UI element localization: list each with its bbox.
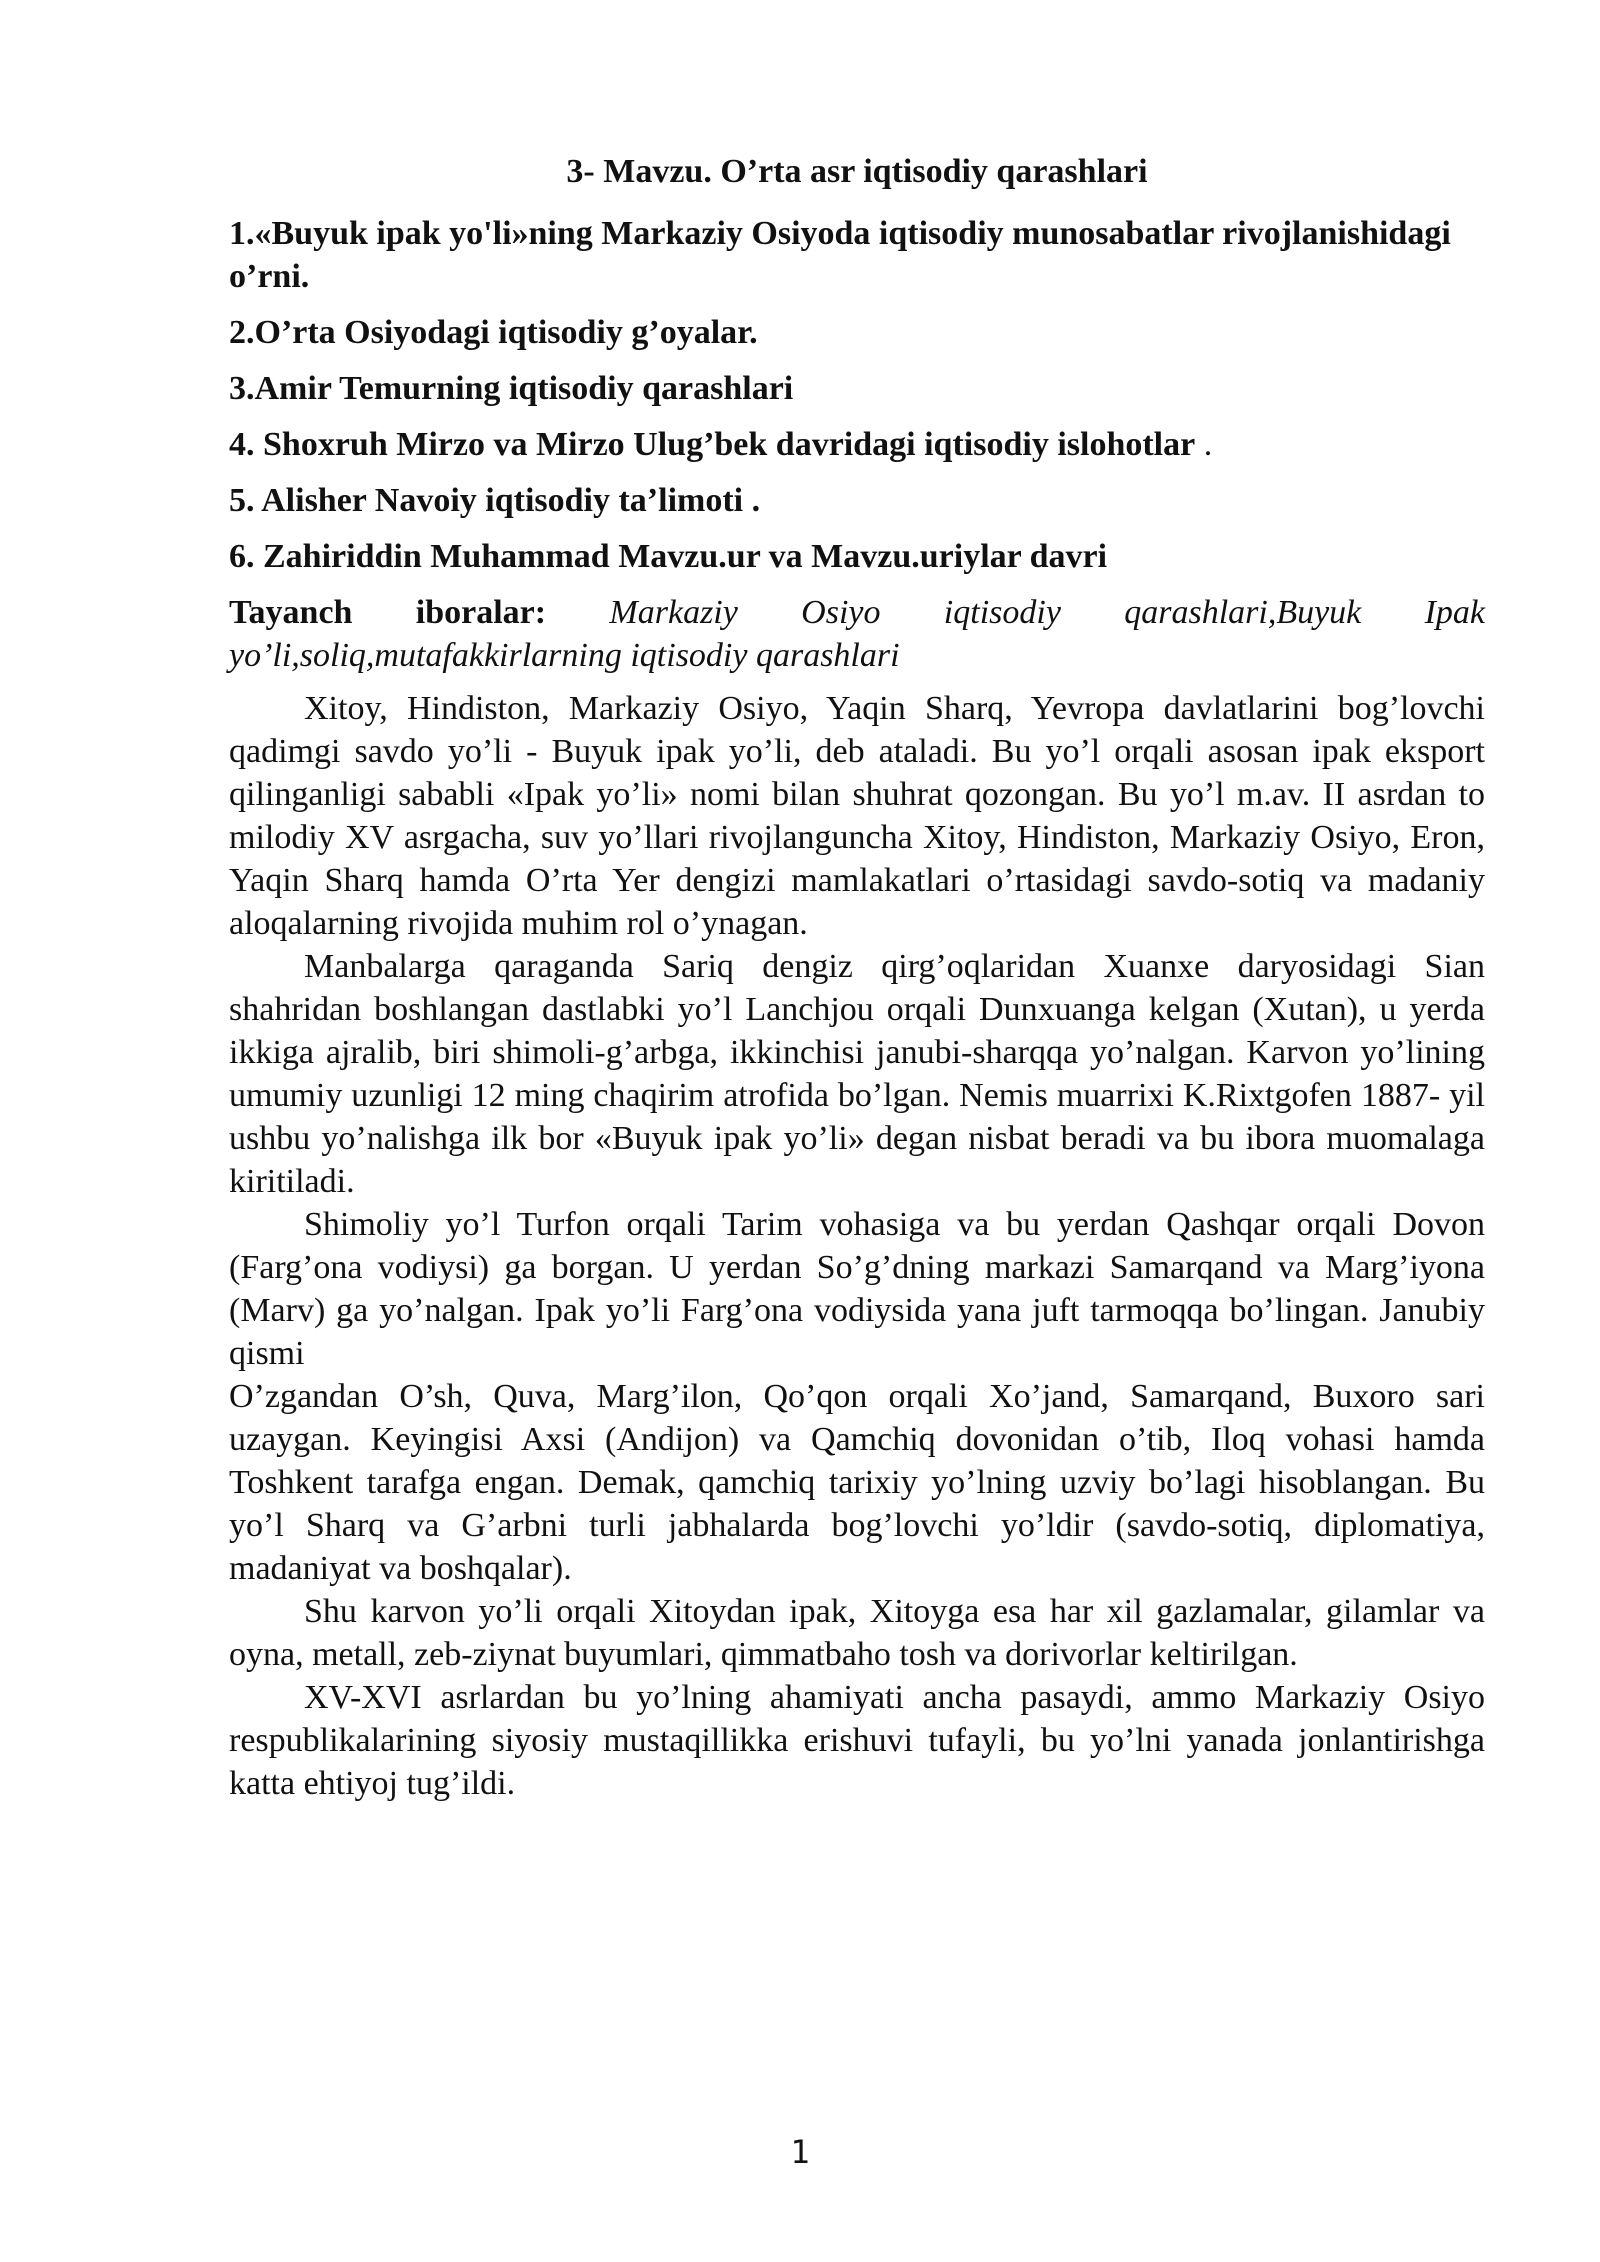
paragraph: Shimoliy yo’l Turfon orqali Tarim vohasiga va bu yerdan Qashqar orqali Dovon (Farg’ona vodiysi) ga borgan. U yerdan So’g’dning markazi Samarqand va Marg’iyona (Marv) ga yo’nalgan. Ipak yo’li Farg’ona vodiysida yana juft tarmoqqa bo’lingan. Janubiy qismi [229, 1206, 1485, 1372]
outline-item-1 [229, 212, 1485, 298]
outline-item-text: 3.Amir Temurning iqtisodiy qarashlari [229, 370, 794, 407]
body-text [229, 687, 1485, 1805]
page-number: 1 [790, 2133, 810, 2171]
outline-item-text: 4. Shoxruh Mirzo va Mirzo Ulug’bek davridagi iqtisodiy islohotlar [229, 426, 1196, 463]
paragraph: O’zgandan O’sh, Quva, Marg’ilon, Qo’qon orqali Xo’jand, Samarqand, Buxoro sari uzaygan. Keyingisi Axsi (Andijon) va Qamchiq dovonidan o’tib, Iloq vohasi hamda Toshkent tarafga engan. Demak, qamchiq tarixiy yo’lning uzviy bo’lagi hisoblangan. Bu yo’l Sharq va G’arbni turli jabhalarda bog’lovchi yo’ldir (savdo-sotiq, diplomatiya, madaniyat va boshqalar). [229, 1378, 1485, 1587]
keywords-text: Markaziy Osiyo iqtisodiy qarashlari,Buyuk Ipak yo’li,soliq,mutafakkirlarning iqtisodiy qarashlari [229, 594, 1485, 674]
outline-item-text: 5. Alisher Navoiy iqtisodiy ta’limoti . [229, 482, 761, 519]
outline-item-3 [229, 367, 1485, 410]
outline-item-5 [229, 479, 1485, 522]
outline-item-6 [229, 535, 1485, 578]
outline-item-trailing-mark: . [1195, 426, 1213, 463]
outline-item-text: 1.«Buyuk ipak yo'li»ning Markaziy Osiyoda iqtisodiy munosabatlar rivojlanishidagi o’rni. [229, 215, 1451, 295]
outline-item-text: 2.O’rta Osiyodagi iqtisodiy g’oyalar. [229, 314, 758, 351]
paragraph: Shu karvon yo’li orqali Xitoydan ipak, Xitoyga esa har xil gazlamalar, gilamlar va oyna, metall, zeb-ziynat buyumlari, qimmatbaho tosh va dorivorlar keltirilgan. [229, 1593, 1485, 1673]
paragraph: Manbalarga qaraganda Sariq dengiz qirg’oqlaridan Xuanxe daryosidagi Sian shahridan boshlangan dastlabki yo’l Lanchjou orqali Dunxuanga kelgan (Xutan), u yerda ikkiga ajralib, biri shimoli-g’arbga, ikkinchisi janubi-sharqqa yo’nalgan. Karvon yo’lining umumiy uzunligi 12 ming chaqirim atrofida bo’lgan. Nemis muarrixi K.Rixtgofen 1887- yil ushbu yo’nalishga ilk bor «Buyuk ipak yo’li» degan nisbat beradi va bu ibora muomalaga kiritiladi. [229, 948, 1485, 1200]
page-title: 3- Mavzu. O’rta asr iqtisodiy qarashlari [566, 153, 1148, 190]
outline-item-2 [229, 311, 1485, 354]
keywords-line [229, 591, 1485, 677]
outline-item-text: 6. Zahiriddin Muhammad Mavzu.ur va Mavzu.uriylar davri [229, 538, 1108, 575]
document-page [229, 150, 1485, 1805]
topic-outline [229, 212, 1485, 578]
paragraph: Xitoy, Hindiston, Markaziy Osiyo, Yaqin Sharq, Yevropa davlatlarini bog’lovchi qadimgi savdo yo’li - Buyuk ipak yo’li, deb ataladi. Bu yo’l orqali asosan ipak eksport qilinganligi sababli «Ipak yo’li» nomi bilan shuhrat qozongan. Bu yo’l m.av. II asrdan to milodiy XV asrgacha, suv yo’llari rivojlanguncha Xitoy, Hindiston, Markaziy Osiyo, Eron, Yaqin Sharq hamda O’rta Yer dengizi mamlakatlari o’rtasidagi savdo-sotiq va madaniy aloqalarning rivojida muhim rol o’ynagan. [229, 690, 1485, 942]
keywords-label: Tayanch iboralar: [229, 594, 547, 631]
outline-item-4 [229, 423, 1485, 466]
paragraph: XV-XVI asrlardan bu yo’lning ahamiyati ancha pasaydi, ammo Markaziy Osiyo respublikalarining siyosiy mustaqillikka erishuvi tufayli, bu yo’lni yanada jonlantirishga katta ehtiyoj tug’ildi. [229, 1679, 1485, 1802]
